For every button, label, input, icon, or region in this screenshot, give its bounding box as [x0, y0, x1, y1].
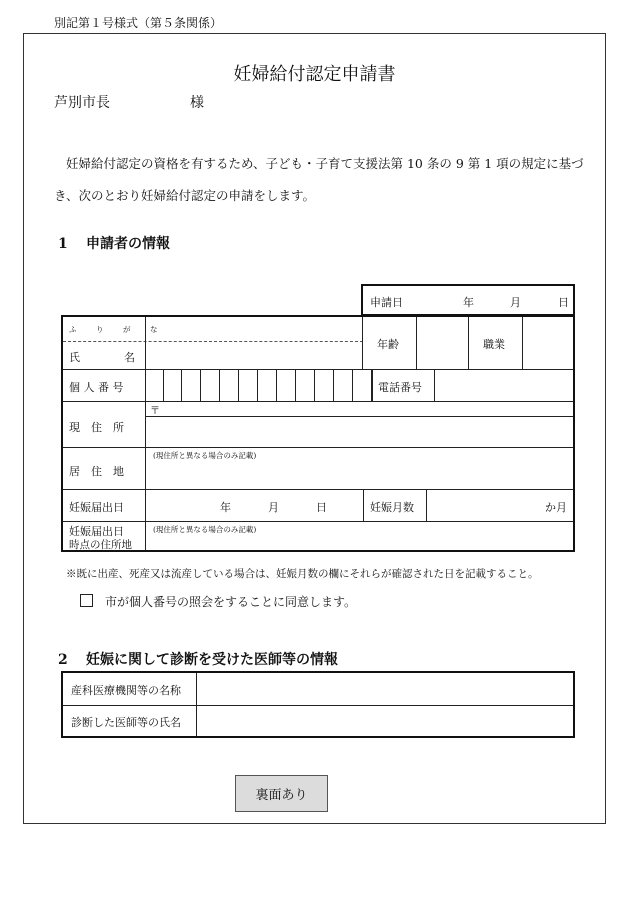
footnote: ※既に出産、死産又は流産している場合は、妊娠月数の欄にそれらが確認された日を記載すること。 — [66, 568, 539, 580]
addressee: 芦別市長 — [54, 95, 110, 111]
personal-number-label: 個 人 番 号 — [69, 381, 124, 394]
application-date-day: 日 — [558, 296, 569, 309]
row-line — [63, 489, 573, 490]
section-2-number: 2 — [58, 652, 68, 668]
name-label: 氏 名 — [69, 351, 135, 364]
doctor-table — [61, 671, 575, 738]
row-line — [63, 369, 573, 370]
row-line — [63, 521, 573, 522]
digit-divider — [276, 369, 277, 401]
cell-divider — [362, 317, 363, 369]
consent-label: 市が個人番号の照会をすることに同意します。 — [105, 595, 357, 609]
intro-paragraph: 妊婦給付認定の資格を有するため、子ども・子育て支援法第 10 条の 9 第 1 項の規定に基づき、次のとおり妊婦給付認定の申請をします。 — [54, 156, 584, 203]
section-2-heading — [58, 649, 338, 669]
occupation-label: 職業 — [483, 338, 505, 351]
digit-divider — [314, 369, 315, 401]
digit-divider — [257, 369, 258, 401]
pregnancy-date-day: 日 — [316, 501, 327, 514]
section-1-heading — [58, 233, 170, 253]
pregnancy-date-year: 年 — [220, 501, 231, 514]
postal-line — [145, 416, 573, 417]
back-side-button[interactable]: 裏面あり — [235, 775, 328, 812]
application-date-label: 申請日 — [370, 296, 403, 309]
pregnancy-address-label-1: 妊娠届出日 — [69, 525, 124, 538]
doctor-label: 診断した医師等の氏名 — [71, 716, 181, 729]
digit-divider — [333, 369, 334, 401]
digit-divider — [181, 369, 182, 401]
digit-divider — [295, 369, 296, 401]
digit-divider — [434, 369, 435, 401]
cell-divider — [426, 489, 427, 521]
furigana-label: ふ り が な — [69, 325, 164, 334]
consent-row[interactable] — [80, 593, 356, 610]
application-date-year: 年 — [463, 296, 474, 309]
section-1-title: 申請者の情報 — [86, 236, 170, 252]
residence-note: (現住所と異なる場合のみ記載) — [153, 451, 257, 460]
residence-label: 居 住 地 — [69, 465, 124, 478]
row-line — [63, 447, 573, 448]
digit-divider — [163, 369, 164, 401]
digit-divider — [219, 369, 220, 401]
row-line — [63, 705, 573, 706]
row-line — [63, 401, 573, 402]
honorific: 様 — [190, 95, 204, 111]
cell-divider — [363, 489, 364, 521]
form-caption: 別記第１号様式（第５条関係） — [54, 16, 223, 30]
digit-divider — [200, 369, 201, 401]
applicant-table — [61, 315, 575, 552]
age-label: 年齢 — [377, 338, 399, 351]
postal-mark-icon: 〒 — [150, 406, 160, 417]
pregnancy-months-label: 妊娠月数 — [370, 501, 414, 514]
pregnancy-address-note: (現住所と異なる場合のみ記載) — [153, 525, 257, 534]
label-column-divider — [145, 317, 146, 550]
section-2-title: 妊娠に関して診断を受けた医師等の情報 — [86, 652, 338, 668]
phone-label: 電話番号 — [378, 381, 422, 394]
consent-checkbox[interactable] — [80, 594, 93, 607]
section-1-number: 1 — [58, 236, 68, 252]
application-date-box[interactable] — [361, 284, 575, 316]
furigana-divider — [63, 341, 363, 342]
label-column-divider — [196, 673, 197, 736]
cell-divider — [416, 317, 417, 369]
form-title: 妊婦給付認定申請書 — [233, 64, 396, 85]
pregnancy-date-month: 月 — [268, 501, 279, 514]
pregnancy-date-label: 妊娠届出日 — [69, 501, 124, 514]
digit-divider — [238, 369, 239, 401]
digit-divider — [372, 369, 373, 401]
cell-divider — [522, 317, 523, 369]
cell-divider — [468, 317, 469, 369]
months-unit: か月 — [545, 501, 567, 514]
current-address-label: 現 住 所 — [69, 421, 124, 434]
pregnancy-address-label-2: 時点の住所地 — [69, 539, 132, 551]
institution-label: 産科医療機関等の名称 — [71, 684, 181, 697]
digit-divider — [352, 369, 353, 401]
application-date-month: 月 — [510, 296, 521, 309]
